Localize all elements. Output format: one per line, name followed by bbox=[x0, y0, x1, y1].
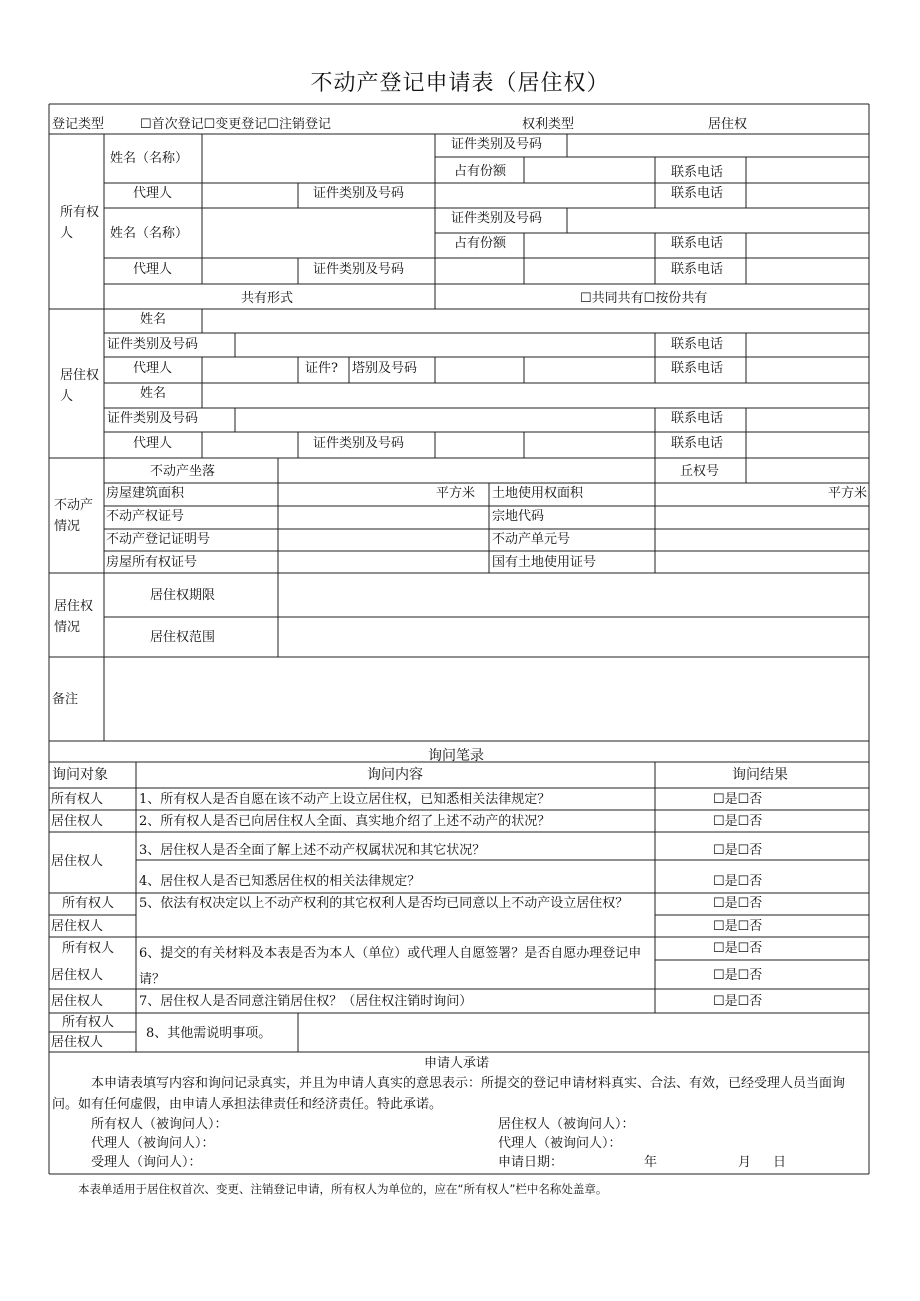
pledge-date-year: 年 bbox=[644, 1155, 658, 1170]
building-area-label: 房屋建筑面积 bbox=[106, 486, 185, 501]
right-type-value: 居住权 bbox=[708, 117, 748, 132]
remarks-label: 备注 bbox=[52, 692, 79, 707]
q7-text: 7、居住权人是否同意注销居住权？（居住权注销时询问） bbox=[139, 994, 473, 1009]
owner2-id-label: 证件类别及号码 bbox=[451, 211, 543, 226]
q4-text: 4、居住权人是否已知悉居住权的相关法律规定？ bbox=[139, 874, 421, 889]
q1-subject: 所有权人 bbox=[51, 792, 104, 807]
resident1-agent-id-label-a: 证件? bbox=[305, 361, 338, 376]
land-cert-label: 国有土地使用证号 bbox=[492, 555, 597, 570]
inquiry-title: 询问笔录 bbox=[428, 748, 484, 764]
unit-no-label: 不动产单元号 bbox=[492, 532, 571, 547]
q5-subject-resident: 居住权人 bbox=[51, 919, 104, 934]
page-title: 不动产登记申请表（居住权） bbox=[310, 71, 610, 96]
residence-term-label: 居住权期限 bbox=[150, 588, 216, 603]
resident2-name-label: 姓名 bbox=[140, 386, 167, 401]
resident1-agent-phone-label: 联系电话 bbox=[671, 361, 724, 376]
reg-proof-label: 不动产登记证明号 bbox=[106, 532, 211, 547]
residence-scope-label: 居住权范围 bbox=[150, 630, 216, 645]
owner-section-label: 所有权人 bbox=[60, 205, 100, 241]
q2-result[interactable]: ☐是☐否 bbox=[713, 814, 763, 829]
q3-text: 3、居住权人是否全面了解上述不动产权属状况和其它状况？ bbox=[139, 843, 486, 858]
q2-subject: 居住权人 bbox=[51, 814, 104, 829]
resident1-agent-label: 代理人 bbox=[133, 361, 173, 376]
q6-result-owner[interactable]: ☐是☐否 bbox=[713, 941, 763, 956]
q8-subject-owner: 所有权人 bbox=[62, 1015, 115, 1030]
land-area-unit: 平方米 bbox=[828, 486, 868, 501]
building-area-unit: 平方米 bbox=[436, 486, 476, 501]
q5-result-owner[interactable]: ☐是☐否 bbox=[713, 896, 763, 911]
owner1-agent-id-label: 证件类别及号码 bbox=[313, 186, 405, 201]
owner2-agent-label: 代理人 bbox=[133, 262, 173, 277]
q5-text: 5、依法有权决定以上不动产权利的其它权利人是否均已同意以上不动产设立居住权？ bbox=[139, 896, 629, 911]
q6-subject-owner: 所有权人 bbox=[62, 941, 115, 956]
resident1-phone-label: 联系电话 bbox=[671, 337, 724, 352]
residence-section-label: 居住权情况 bbox=[54, 599, 94, 635]
pledge-date-day: 日 bbox=[773, 1155, 787, 1170]
q6-text: 6、提交的有关材料及本表是否为本人（单位）或代理人自愿签署？是否自愿办理登记申请？ bbox=[139, 946, 642, 987]
q8-subject-resident: 居住权人 bbox=[51, 1035, 104, 1050]
owner2-agent-id-label: 证件类别及号码 bbox=[313, 262, 405, 277]
q2-text: 2、所有权人是否已向居住权人全面、真实地介绍了上述不动产的状况？ bbox=[139, 814, 551, 829]
joint-form-label: 共有形式 bbox=[241, 291, 294, 306]
property-location-label: 不动产坐落 bbox=[150, 464, 216, 479]
q1-text: 1、所有权人是否自愿在该不动产上设立居住权，已知悉相关法律规定？ bbox=[139, 792, 551, 807]
pledge-agent-sign-right: 代理人（被询问人）： bbox=[498, 1136, 622, 1151]
resident-section-label: 居住权人 bbox=[60, 368, 100, 404]
owner2-name-label: 姓名（名称） bbox=[110, 226, 189, 241]
q6-result-resident[interactable]: ☐是☐否 bbox=[713, 968, 763, 983]
owner2-agent-phone-label: 联系电话 bbox=[671, 262, 724, 277]
q1-result[interactable]: ☐是☐否 bbox=[713, 792, 763, 807]
q8-text: 8、其他需说明事项。 bbox=[146, 1026, 272, 1041]
registration-type-label: 登记类型 bbox=[52, 117, 105, 132]
q3-result[interactable]: ☐是☐否 bbox=[713, 843, 763, 858]
resident1-name-label: 姓名 bbox=[140, 312, 167, 327]
q6-subject-resident: 居住权人 bbox=[51, 968, 104, 983]
pledge-text: 本申请表填写内容和询问记录真实，并且为申请人真实的意思表示：所提交的登记申请材料真实、合法、有效，已经受理人员当面询问。如有任何虚假，由申请人承担法律责任和经济责任。特此承诺。 bbox=[52, 1076, 846, 1112]
owner1-id-label: 证件类别及号码 bbox=[451, 137, 543, 152]
pledge-date-label: 申请日期： bbox=[498, 1155, 564, 1170]
hill-no-label: 丘权号 bbox=[680, 464, 720, 479]
resident2-agent-label: 代理人 bbox=[133, 436, 173, 451]
property-cert-no-label: 不动产权证号 bbox=[106, 509, 185, 524]
registration-type-options[interactable]: ☐首次登记☐变更登记☐注销登记 bbox=[140, 117, 331, 132]
q7-result[interactable]: ☐是☐否 bbox=[713, 994, 763, 1009]
inquiry-col-content: 询问内容 bbox=[367, 767, 423, 783]
resident2-phone-label: 联系电话 bbox=[671, 411, 724, 426]
owner1-name-label: 姓名（名称） bbox=[110, 151, 189, 166]
pledge-owner-sign: 所有权人（被询问人）： bbox=[91, 1117, 228, 1132]
q4-result[interactable]: ☐是☐否 bbox=[713, 874, 763, 889]
joint-form-options[interactable]: ☐共同共有☐按份共有 bbox=[580, 291, 708, 306]
owner2-share-label: 占有份额 bbox=[454, 236, 507, 251]
q5-subject-owner: 所有权人 bbox=[62, 896, 115, 911]
resident1-agent-id-label-b: 塔别及号码 bbox=[352, 361, 418, 376]
owner1-share-label: 占有份额 bbox=[454, 164, 507, 179]
q7-subject: 居住权人 bbox=[51, 994, 104, 1009]
pledge-resident-sign: 居住权人（被询问人）： bbox=[498, 1117, 635, 1132]
q5-result-resident[interactable]: ☐是☐否 bbox=[713, 919, 763, 934]
land-area-label: 土地使用权面积 bbox=[492, 486, 584, 501]
property-section-label: 不动产情况 bbox=[54, 498, 94, 534]
pledge-acceptor-sign: 受理人（询问人）： bbox=[91, 1155, 202, 1170]
resident1-id-label: 证件类别及号码 bbox=[107, 337, 199, 352]
q3-q4-subject: 居住权人 bbox=[51, 854, 104, 869]
footnote: 本表单适用于居住权首次、变更、注销登记申请，所有权人为单位的，应在“所有权人”栏中名称处盖章。 bbox=[78, 1182, 608, 1196]
owner1-agent-phone-label: 联系电话 bbox=[671, 186, 724, 201]
right-type-label: 权利类型 bbox=[522, 117, 575, 132]
pledge-agent-sign-left: 代理人（被询问人）： bbox=[91, 1136, 215, 1151]
resident2-id-label: 证件类别及号码 bbox=[107, 411, 199, 426]
pledge-title: 申请人承诺 bbox=[424, 1056, 490, 1071]
owner1-agent-label: 代理人 bbox=[133, 186, 173, 201]
resident2-agent-phone-label: 联系电话 bbox=[671, 436, 724, 451]
parcel-code-label: 宗地代码 bbox=[492, 509, 545, 524]
pledge-date-month: 月 bbox=[738, 1155, 752, 1170]
house-cert-label: 房屋所有权证号 bbox=[106, 555, 198, 570]
owner2-phone-label: 联系电话 bbox=[671, 236, 724, 251]
owner1-phone-label: 联系电话 bbox=[671, 165, 724, 180]
resident2-agent-id-label: 证件类别及号码 bbox=[313, 436, 405, 451]
inquiry-col-subject: 询问对象 bbox=[52, 767, 108, 783]
inquiry-col-result: 询问结果 bbox=[732, 767, 788, 783]
